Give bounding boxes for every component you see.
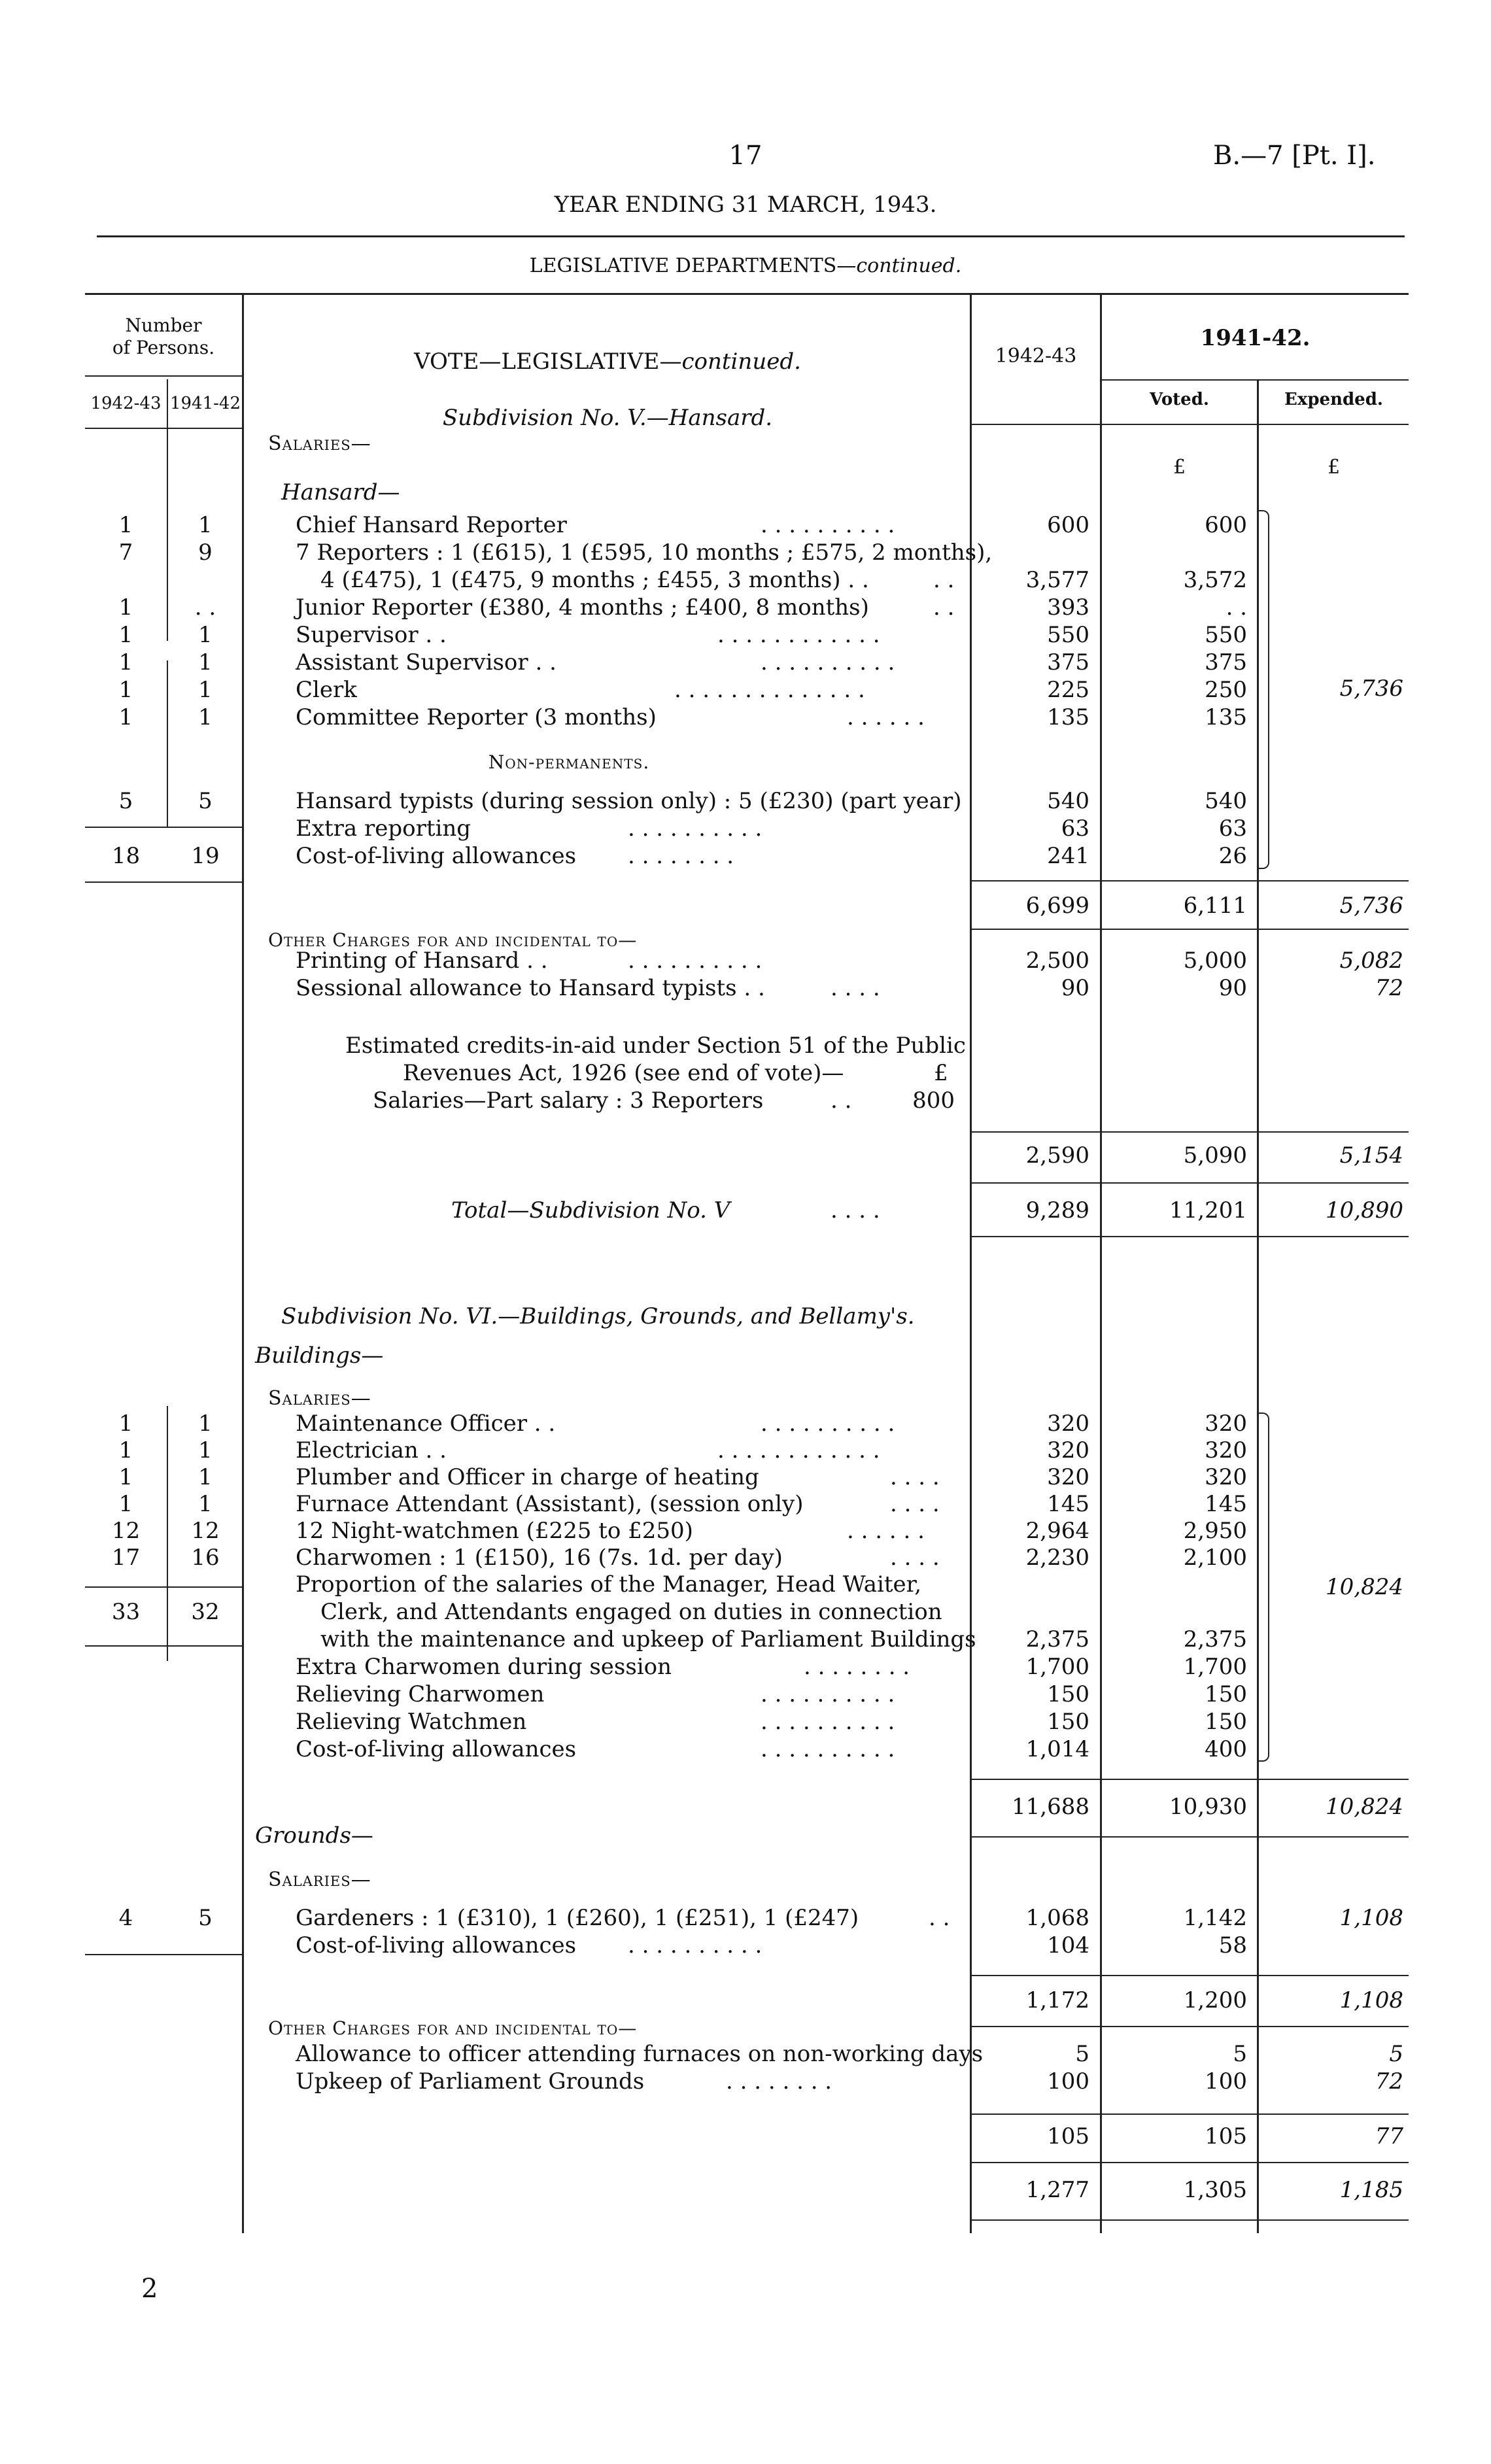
subdivision-v-total-expended: 10,890: [1326, 1197, 1403, 1223]
voted-1941-42: 135: [1205, 704, 1247, 730]
grounds-salaries-total-amount: 1,172: [1025, 1987, 1089, 2013]
persons-1942-43: 1: [118, 677, 133, 703]
extra-reporting-amount: 63: [1061, 815, 1089, 842]
subdivision-v-total-label: Total—Subdivision No. V: [451, 1197, 730, 1223]
gardeners-amount: 1,068: [1025, 1905, 1089, 1931]
column-rule: [167, 1406, 168, 1661]
voted-1941-42: 1,700: [1183, 1654, 1247, 1680]
proportion-line-2: Clerk, and Attendants engaged on duties in connection: [320, 1599, 942, 1625]
extra-reporting-desc: Extra reporting: [296, 815, 471, 842]
printing-desc: Printing of Hansard . .: [296, 948, 548, 974]
voted-1941-42: 150: [1205, 1709, 1247, 1735]
grounds-salaries-total-voted: 1,200: [1183, 1987, 1247, 2013]
dot-leader: . . . . . . . . . .: [761, 649, 895, 676]
voted-1941-42: 3,572: [1183, 567, 1247, 593]
persons-1942-43: 1: [118, 1491, 133, 1517]
dot-leader: . . . . . .: [847, 704, 925, 730]
hansard-heading: Hansard—: [281, 479, 400, 505]
typists-n1941: 5: [198, 788, 213, 814]
rule: [85, 881, 242, 883]
row-description: Committee Reporter (3 months): [296, 704, 657, 730]
amount-1942-43: 320: [1047, 1464, 1089, 1490]
proportion-line-3: with the maintenance and upkeep of Parliament Buildings: [320, 1626, 976, 1652]
typists-desc: Hansard typists (during session only) : 5 (£230) (part year): [296, 788, 962, 814]
proportion-amount: 2,375: [1025, 1626, 1089, 1652]
hansard-salaries-total-amount: 6,699: [1025, 893, 1089, 919]
row-description: Chief Hansard Reporter: [296, 512, 567, 538]
buildings-total-n1942: 33: [111, 1599, 141, 1625]
other-charges-heading: Other Charges for and incidental to—: [268, 929, 638, 951]
persons-1942-43: 1: [118, 622, 133, 648]
gardeners-n1942: 4: [118, 1905, 133, 1931]
row-description: Assistant Supervisor . .: [296, 649, 557, 676]
grounds-other-total-expended: 77: [1375, 2123, 1403, 2149]
rule: [972, 1131, 1409, 1133]
grounds-col-voted: 58: [1218, 1932, 1247, 1959]
rule: [972, 424, 1409, 425]
buildings-bracket-expended: 10,824: [1326, 1574, 1403, 1600]
voted-1941-42: 550: [1205, 622, 1247, 648]
dot-leader: . . . . . . . . . .: [628, 815, 763, 842]
row-description: Junior Reporter (£380, 4 months ; £400, 8 months): [296, 594, 869, 621]
voted-1941-42: . .: [1225, 594, 1247, 621]
header-year-1941-42: 1941-42: [169, 395, 241, 412]
hansard-col-desc: Cost-of-living allowances: [296, 843, 577, 869]
header-voted: Voted.: [1150, 390, 1209, 409]
persons-1941-42: . .: [194, 594, 216, 621]
grounds-salaries-heading: Salaries—: [268, 1868, 371, 1891]
upkeep-expended: 72: [1375, 2068, 1403, 2095]
voted-1941-42: 600: [1205, 512, 1247, 538]
buildings-total-voted: 10,930: [1169, 1794, 1247, 1820]
credits-line-2: Revenues Act, 1926 (see end of vote)—: [403, 1060, 844, 1086]
non-permanents-heading: Non-permanents.: [488, 751, 650, 773]
rule: [972, 2113, 1409, 2115]
dot-leader: . . . .: [890, 1491, 940, 1517]
persons-1942-43: 17: [111, 1545, 141, 1571]
rule: [972, 2219, 1409, 2221]
amount-1942-43: 150: [1047, 1709, 1089, 1735]
year-heading: YEAR ENDING 31 MARCH, 1943.: [554, 192, 937, 218]
buildings-heading: Buildings—: [255, 1343, 384, 1369]
allowance-amount: 5: [1075, 2041, 1089, 2067]
row-description: Maintenance Officer . .: [296, 1411, 556, 1437]
persons-1941-42: 1: [198, 649, 213, 676]
header-number: Number: [125, 315, 202, 336]
persons-1942-43: 1: [118, 1411, 133, 1437]
persons-1941-42: 1: [198, 1491, 213, 1517]
document-reference: B.—7 [Pt. I].: [1213, 141, 1376, 171]
dot-leader: . . . . . . . . . .: [628, 948, 763, 974]
dot-leader: . . . .: [890, 1545, 940, 1571]
dot-leader: . .: [933, 567, 955, 593]
dot-leader: . .: [831, 1087, 852, 1114]
hansard-other-total-amount: 2,590: [1025, 1142, 1089, 1169]
amount-1942-43: 550: [1047, 622, 1089, 648]
grounds-grand-total-voted: 1,305: [1183, 2177, 1247, 2203]
pound-voted: £: [1173, 456, 1186, 479]
extra-reporting-voted: 63: [1218, 815, 1247, 842]
dot-leader: . . . . . . . .: [804, 1654, 910, 1680]
buildings-bracket: [1259, 1412, 1269, 1762]
credits-line-1: Estimated credits-in-aid under Section 51 of the Public: [345, 1033, 966, 1059]
typists-voted: 540: [1205, 788, 1247, 814]
printing-expended: 5,082: [1339, 948, 1403, 974]
grounds-grand-total-expended: 1,185: [1339, 2177, 1403, 2203]
subdivision-vi-title: Subdivision No. VI.—Buildings, Grounds, and Bellamy's.: [281, 1303, 915, 1329]
subdivision-v-title: Subdivision No. V.—Hansard.: [442, 405, 773, 431]
row-description: Relieving Watchmen: [296, 1709, 527, 1735]
row-description: Clerk: [296, 677, 357, 703]
persons-1942-43: 1: [118, 1464, 133, 1490]
hansard-total-n1942: 18: [111, 843, 141, 869]
dot-leader: . . . . . . . . . .: [761, 1411, 895, 1437]
rule: [1102, 379, 1409, 381]
gardeners-expended: 1,108: [1339, 1905, 1403, 1931]
upkeep-amount: 100: [1047, 2068, 1089, 2095]
column-rule: [167, 379, 168, 641]
dot-leader: . . . .: [831, 975, 880, 1001]
typists-amount: 540: [1047, 788, 1089, 814]
amount-1942-43: 1,700: [1025, 1654, 1089, 1680]
voted-1941-42: 400: [1205, 1736, 1247, 1762]
upkeep-voted: 100: [1205, 2068, 1247, 2095]
subdivision-v-total-amount: 9,289: [1025, 1197, 1089, 1223]
proportion-voted: 2,375: [1183, 1626, 1247, 1652]
grounds-col-amount: 104: [1047, 1932, 1089, 1959]
amount-1942-43: 320: [1047, 1411, 1089, 1437]
grounds-heading: Grounds—: [255, 1822, 373, 1849]
dot-leader: . .: [933, 594, 955, 621]
vote-heading: VOTE—LEGISLATIVE—continued.: [414, 349, 801, 375]
amount-1942-43: 393: [1047, 594, 1089, 621]
row-description: Electrician . .: [296, 1437, 447, 1463]
voted-1941-42: 320: [1205, 1437, 1247, 1463]
header-year-group-1941-42: 1941-42.: [1200, 325, 1311, 351]
persons-1942-43: 1: [118, 512, 133, 538]
hansard-bracket-expended: 5,736: [1339, 676, 1403, 702]
upkeep-desc: Upkeep of Parliament Grounds: [296, 2068, 645, 2095]
footer-page-number: 2: [141, 2274, 158, 2304]
hansard-col-voted: 26: [1218, 843, 1247, 869]
header-of-persons: of Persons.: [112, 337, 215, 358]
voted-1941-42: 375: [1205, 649, 1247, 676]
rule: [972, 880, 1409, 881]
persons-1941-42: 1: [198, 1411, 213, 1437]
row-description: Supervisor . .: [296, 622, 447, 648]
persons-1941-42: 9: [198, 539, 213, 566]
grounds-other-total-amount: 105: [1047, 2123, 1089, 2149]
persons-1941-42: 1: [198, 1464, 213, 1490]
amount-1942-43: 225: [1047, 677, 1089, 703]
voted-1941-42: 2,100: [1183, 1545, 1247, 1571]
grounds-other-charges-heading: Other Charges for and incidental to—: [268, 2017, 638, 2039]
dot-leader: . . . . . . . . . .: [761, 1736, 895, 1762]
voted-1941-42: 320: [1205, 1464, 1247, 1490]
rule: [972, 2026, 1409, 2027]
subdivision-v-total-voted: 11,201: [1169, 1197, 1247, 1223]
voted-1941-42: 250: [1205, 677, 1247, 703]
dot-leader: . . . . . . . . . . . .: [717, 1437, 880, 1463]
amount-1942-43: 600: [1047, 512, 1089, 538]
hansard-bracket: [1259, 510, 1269, 869]
salaries-heading: Salaries—: [268, 432, 371, 455]
grounds-salaries-total-expended: 1,108: [1339, 1987, 1403, 2013]
voted-1941-42: 2,950: [1183, 1518, 1247, 1544]
dot-leader: . . . . . . . . . . . .: [717, 622, 880, 648]
dot-leader: . . . . . .: [847, 1518, 925, 1544]
persons-1941-42: 1: [198, 512, 213, 538]
typists-n1942: 5: [118, 788, 133, 814]
rule: [85, 1954, 242, 1955]
persons-1941-42: 1: [198, 1437, 213, 1463]
allowance-expended: 5: [1389, 2041, 1403, 2067]
row-description: Plumber and Officer in charge of heating: [296, 1464, 759, 1490]
hansard-total-n1941: 19: [191, 843, 220, 869]
printing-voted: 5,000: [1183, 948, 1247, 974]
sessional-voted: 90: [1218, 975, 1247, 1001]
allowance-voted: 5: [1233, 2041, 1247, 2067]
persons-1942-43: 1: [118, 1437, 133, 1463]
amount-1942-43: 150: [1047, 1681, 1089, 1707]
persons-1942-43: 1: [118, 704, 133, 730]
amount-1942-43: 320: [1047, 1437, 1089, 1463]
sessional-desc: Sessional allowance to Hansard typists . .: [296, 975, 765, 1001]
column-rule: [242, 294, 244, 2233]
rule: [97, 235, 1405, 237]
grounds-col-dots: . . . . . . . . . .: [628, 1932, 763, 1959]
rule: [85, 1645, 242, 1647]
rule: [85, 1586, 242, 1588]
proportion-line-1: Proportion of the salaries of the Manager, Head Waiter,: [296, 1571, 921, 1598]
rule: [972, 1182, 1409, 1184]
column-rule: [167, 660, 168, 827]
row-description: Extra Charwomen during session: [296, 1654, 672, 1680]
dot-leader: . . . . . . . . . . . . . .: [674, 677, 865, 703]
hansard-other-total-expended: 5,154: [1339, 1142, 1403, 1169]
sessional-amount: 90: [1061, 975, 1089, 1001]
allowance-desc: Allowance to officer attending furnaces on non-working days: [296, 2041, 984, 2067]
credits-amount: 800: [912, 1087, 955, 1114]
persons-1942-43: 1: [118, 594, 133, 621]
buildings-total-n1941: 32: [191, 1599, 220, 1625]
grounds-grand-total-amount: 1,277: [1025, 2177, 1089, 2203]
persons-1942-43: 1: [118, 649, 133, 676]
persons-1941-42: 1: [198, 704, 213, 730]
pound-expended: £: [1327, 456, 1341, 479]
persons-1941-42: 12: [191, 1518, 220, 1544]
gardeners-voted: 1,142: [1183, 1905, 1247, 1931]
dot-leader: . . . .: [831, 1197, 880, 1223]
row-description: Charwomen : 1 (£150), 16 (7s. 1d. per day): [296, 1545, 783, 1571]
rule: [85, 375, 242, 377]
grounds-col-desc: Cost-of-living allowances: [296, 1932, 577, 1959]
page-number: 17: [728, 141, 763, 171]
amount-1942-43: 1,014: [1025, 1736, 1089, 1762]
row-description: Furnace Attendant (Assistant), (session only): [296, 1491, 804, 1517]
persons-1942-43: 12: [111, 1518, 141, 1544]
rule: [85, 827, 242, 828]
gardeners-dots: . .: [929, 1905, 950, 1931]
table-top-rule: [85, 293, 1409, 295]
credits-line-3: Salaries—Part salary : 3 Reporters: [373, 1087, 764, 1114]
amount-1942-43: 135: [1047, 704, 1089, 730]
row-description: 4 (£475), 1 (£475, 9 months ; £455, 3 months) . .: [320, 567, 869, 593]
dot-leader: . . . . . . . .: [628, 843, 734, 869]
header-amount-1942-43: 1942-43: [995, 345, 1077, 368]
persons-1941-42: 1: [198, 677, 213, 703]
voted-1941-42: 150: [1205, 1681, 1247, 1707]
amount-1942-43: 145: [1047, 1491, 1089, 1517]
buildings-total-expended: 10,824: [1326, 1794, 1403, 1820]
dot-leader: . . . . . . . . . .: [761, 1709, 895, 1735]
buildings-total-amount: 11,688: [1012, 1794, 1089, 1820]
rule: [972, 929, 1409, 930]
credits-pound: £: [934, 1060, 948, 1086]
voted-1941-42: 145: [1205, 1491, 1247, 1517]
rule: [972, 1236, 1409, 1237]
header-expended: Expended.: [1284, 390, 1383, 409]
persons-1942-43: 7: [118, 539, 133, 566]
hansard-col-amount: 241: [1047, 843, 1089, 869]
dot-leader: . . . . . . . . . .: [761, 1681, 895, 1707]
row-description: Cost-of-living allowances: [296, 1736, 577, 1762]
hansard-salaries-total-expended: 5,736: [1339, 893, 1403, 919]
amount-1942-43: 375: [1047, 649, 1089, 676]
grounds-other-total-voted: 105: [1205, 2123, 1247, 2149]
dot-leader: . . . . . . . . . .: [761, 512, 895, 538]
amount-1942-43: 3,577: [1025, 567, 1089, 593]
row-description: 12 Night-watchmen (£225 to £250): [296, 1518, 693, 1544]
upkeep-dots: . . . . . . . .: [726, 2068, 832, 2095]
amount-1942-43: 2,964: [1025, 1518, 1089, 1544]
rule: [972, 1836, 1409, 1838]
amount-1942-43: 2,230: [1025, 1545, 1089, 1571]
sessional-expended: 72: [1375, 975, 1403, 1001]
gardeners-n1941: 5: [198, 1905, 213, 1931]
voted-1941-42: 320: [1205, 1411, 1247, 1437]
rule: [85, 428, 242, 429]
persons-1941-42: 1: [198, 622, 213, 648]
persons-1941-42: 16: [191, 1545, 220, 1571]
hansard-salaries-total-voted: 6,111: [1183, 893, 1247, 919]
printing-amount: 2,500: [1025, 948, 1089, 974]
dot-leader: . . . .: [890, 1464, 940, 1490]
row-description: 7 Reporters : 1 (£615), 1 (£595, 10 months ; £575, 2 months),: [296, 539, 993, 566]
header-year-1942-43: 1942-43: [90, 394, 162, 413]
hansard-other-total-voted: 5,090: [1183, 1142, 1247, 1169]
rule: [972, 1779, 1409, 1780]
row-description: Relieving Charwomen: [296, 1681, 545, 1707]
department-heading: LEGISLATIVE DEPARTMENTS—continued.: [529, 254, 962, 277]
rule: [972, 1975, 1409, 1976]
gardeners-desc: Gardeners : 1 (£310), 1 (£260), 1 (£251), 1 (£247): [296, 1905, 859, 1931]
buildings-salaries-heading: Salaries—: [268, 1387, 371, 1410]
rule: [972, 2162, 1409, 2163]
